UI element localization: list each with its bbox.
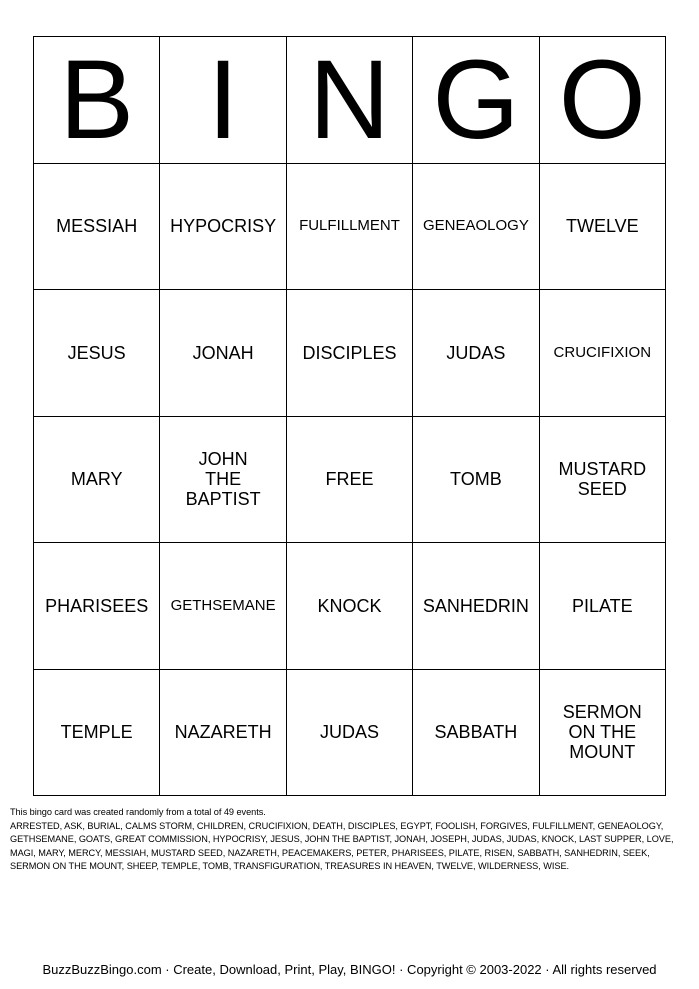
bingo-cell: TOMB	[413, 417, 539, 544]
bingo-cell: GENEAOLOGY	[413, 164, 539, 291]
bingo-cell: HYPOCRISY	[160, 164, 286, 291]
bingo-cell: JONAH	[160, 290, 286, 417]
bingo-cell: MESSIAH	[34, 164, 160, 291]
bingo-cell: TEMPLE	[34, 670, 160, 797]
header-letter-o: O	[540, 37, 666, 164]
free-space-cell: FREE	[287, 417, 413, 544]
site-footer: BuzzBuzzBingo.com · Create, Download, Print, Play, BINGO! · Copyright © 2003-2022 · All rights reserved	[42, 962, 657, 977]
bingo-cell: TWELVE	[540, 164, 666, 291]
card-info-intro: This bingo card was created randomly from a total of 49 events.	[10, 807, 266, 817]
bingo-cell: NAZARETH	[160, 670, 286, 797]
bingo-cell: SERMON ON THE MOUNT	[540, 670, 666, 797]
bingo-card	[33, 36, 666, 796]
bingo-cell: JOHN THE BAPTIST	[160, 417, 286, 544]
card-info-events: ARRESTED, ASK, BURIAL, CALMS STORM, CHILDREN, CRUCIFIXION, DEATH, DISCIPLES, EGYPT, FOOLISH, FORGIVES, FULFILLMENT, GENEAOLOGY, GETHSEMANE, GOATS, GREAT COMMISSION, HYPOCRISY, JESUS, JOHN THE BAPTIST, JONAH, JOSEPH, JUDAS, JUDAS, KNOCK, LAST SUPPER, LOVE, MAGI, MARY, MERCY, MESSIAH, MUSTARD SEED, NAZARETH, PEACEMAKERS, PETER, PHARISEES, PILATE, RISEN, SABBATH, SANHEDRIN, SEEK, SERMON ON THE MOUNT, SHEEP, TEMPLE, TOMB, TRANSFIGURATION, TREASURES IN HEAVEN, TWELVE, WILDERNESS, WISE.	[10, 820, 674, 871]
bingo-cell: PILATE	[540, 543, 666, 670]
bingo-cell: PHARISEES	[34, 543, 160, 670]
bingo-cell: MUSTARD SEED	[540, 417, 666, 544]
header-letter-b: B	[34, 37, 160, 164]
bingo-cell: DISCIPLES	[287, 290, 413, 417]
bingo-cell: JESUS	[34, 290, 160, 417]
bingo-cell: SABBATH	[413, 670, 539, 797]
bingo-cell: MARY	[34, 417, 160, 544]
bingo-cell: FULFILLMENT	[287, 164, 413, 291]
header-letter-i: I	[160, 37, 286, 164]
bingo-cell: JUDAS	[413, 290, 539, 417]
bingo-cell: SANHEDRIN	[413, 543, 539, 670]
bingo-cell: KNOCK	[287, 543, 413, 670]
header-letter-n: N	[287, 37, 413, 164]
bingo-cell: JUDAS	[287, 670, 413, 797]
bingo-cell: CRUCIFIXION	[540, 290, 666, 417]
header-letter-g: G	[413, 37, 539, 164]
bingo-cell: GETHSEMANE	[160, 543, 286, 670]
card-info	[10, 806, 690, 874]
